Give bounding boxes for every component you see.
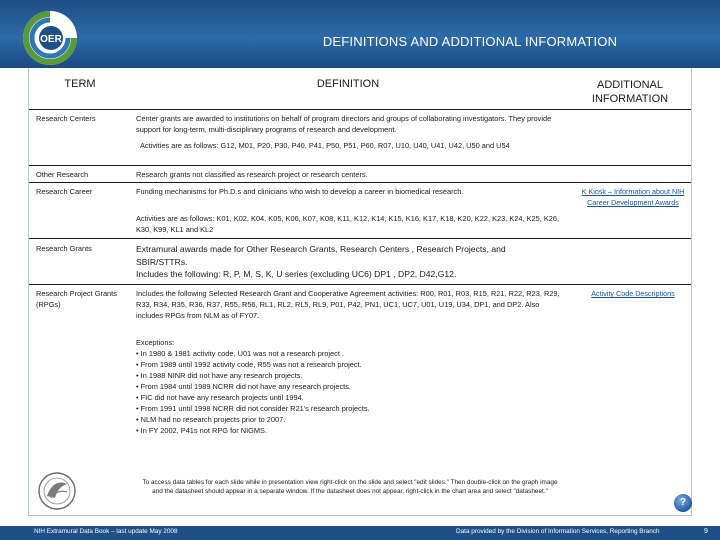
help-button[interactable]: ? xyxy=(674,494,692,512)
exceptions-list xyxy=(136,337,568,436)
exception-item: • In FY 2002, P41s not RPG for NIGMS. xyxy=(136,426,268,435)
column-header-definition: DEFINITION xyxy=(316,78,380,90)
term-research-project-grants: Research Project Grants (RPGs) xyxy=(36,289,117,309)
exception-item: • FIC did not have any research projects until 1994. xyxy=(136,393,304,402)
footer-credit: Data provided by the Division of Information Services, Reporting Branch xyxy=(456,528,660,535)
activities-research-centers: Activities are as follows: G12, M01, P20, P30, P40, P41, P50, P51, P60, R07, U10, U40, U41, U42, U50 and U54 xyxy=(140,141,510,150)
definition-research-grants-line-2: SBIR/STTRs. xyxy=(136,256,188,267)
exception-item: • From 1989 until 1992 activity code, R55 was not a research project. xyxy=(136,360,362,369)
definition-research-career: Funding mechanisms for Ph.D.s and clinicians who wish to develop a career in biomedical research. xyxy=(136,187,464,196)
logo-text: OER xyxy=(40,34,62,45)
row-divider xyxy=(29,165,691,166)
row-divider xyxy=(29,109,691,110)
column-header-additional: ADDITIONAL INFORMATION xyxy=(591,79,669,105)
exception-item: • In 1988 NINR did not have any research projects. xyxy=(136,371,303,380)
data-table-instructions: To access data tables for each slide while in presentation view right-click on the slide and select "edit slides." Then double-click on the graph image and the datasheet should appear in a separate window. If the datasheet does not appear, right-click in the chart area and select "datasheet." xyxy=(142,479,558,495)
definition-research-project-grants: Includes the following Selected Research Grant and Cooperative Agreement activities: R00, R01, R03, R15, R21, R22, R23, R29, R33, R34, R35, R36, R37, R55, R56, RL1, RL2, RL5, RL9, P01, P42, PN1, UC1, UC7, U01, U19, U34, DP1, and DP2. Also includes RPGs from NLM as of FY07. xyxy=(136,289,560,320)
row-divider xyxy=(29,238,691,239)
page-title: DEFINITIONS AND ADDITIONAL INFORMATION xyxy=(322,34,618,49)
exceptions-title: Exceptions: xyxy=(136,338,175,347)
term-research-career: Research Career xyxy=(36,187,93,196)
exception-item: • From 1984 until 1989 NCRR did not have any research projects. xyxy=(136,382,351,391)
definition-research-grants-line-3: Includes the following: R, P, M, S, K, U series (excluding UC6) DP1 , DP2, D42,G12. xyxy=(136,269,457,279)
page-number: 9 xyxy=(704,528,708,535)
term-other-research: Other Research xyxy=(36,170,89,179)
term-research-centers: Research Centers xyxy=(36,114,96,123)
activities-research-career: Activities are as follows: K01, K02, K04, K05, K06, K07, K08, K11, K12, K14, K15, K16, K17, K18, K20, K22, K23, K24, K25, K26, K30, K99, KL1 and KL2 xyxy=(136,214,560,234)
footer-source: NIH Extramural Data Book – last update May 2008 xyxy=(34,528,178,535)
activity-code-descriptions-link[interactable]: Activity Code Descriptions xyxy=(591,289,675,298)
hhs-seal-icon xyxy=(37,470,77,512)
term-research-grants: Research Grants xyxy=(36,244,92,253)
definition-research-centers: Center grants are awarded to institutions on behalf of program directors and groups of collaborating investigators. They provide support for long-term, multi-disciplinary programs of research and development. xyxy=(136,114,552,134)
k-kiosk-link[interactable]: K Kiosk – Information about NIH Career Development Awards xyxy=(581,187,685,207)
exception-item: • From 1991 until 1998 NCRR did not consider R21's research projects. xyxy=(136,404,370,413)
row-divider xyxy=(29,182,691,183)
exception-item: • In 1980 & 1981 activity code, U01 was not a research project . xyxy=(136,349,344,358)
row-divider xyxy=(29,284,691,285)
oer-logo xyxy=(20,8,78,66)
definition-other-research: Research grants not classified as research project or research centers. xyxy=(136,170,368,179)
exception-item: • NLM had no research projects prior to 2007. xyxy=(136,415,286,424)
column-header-term: TERM xyxy=(64,78,96,90)
definition-research-grants-line-1: Extramural awards made for Other Research Grants, Research Centers , Research Projects, and xyxy=(136,244,506,254)
